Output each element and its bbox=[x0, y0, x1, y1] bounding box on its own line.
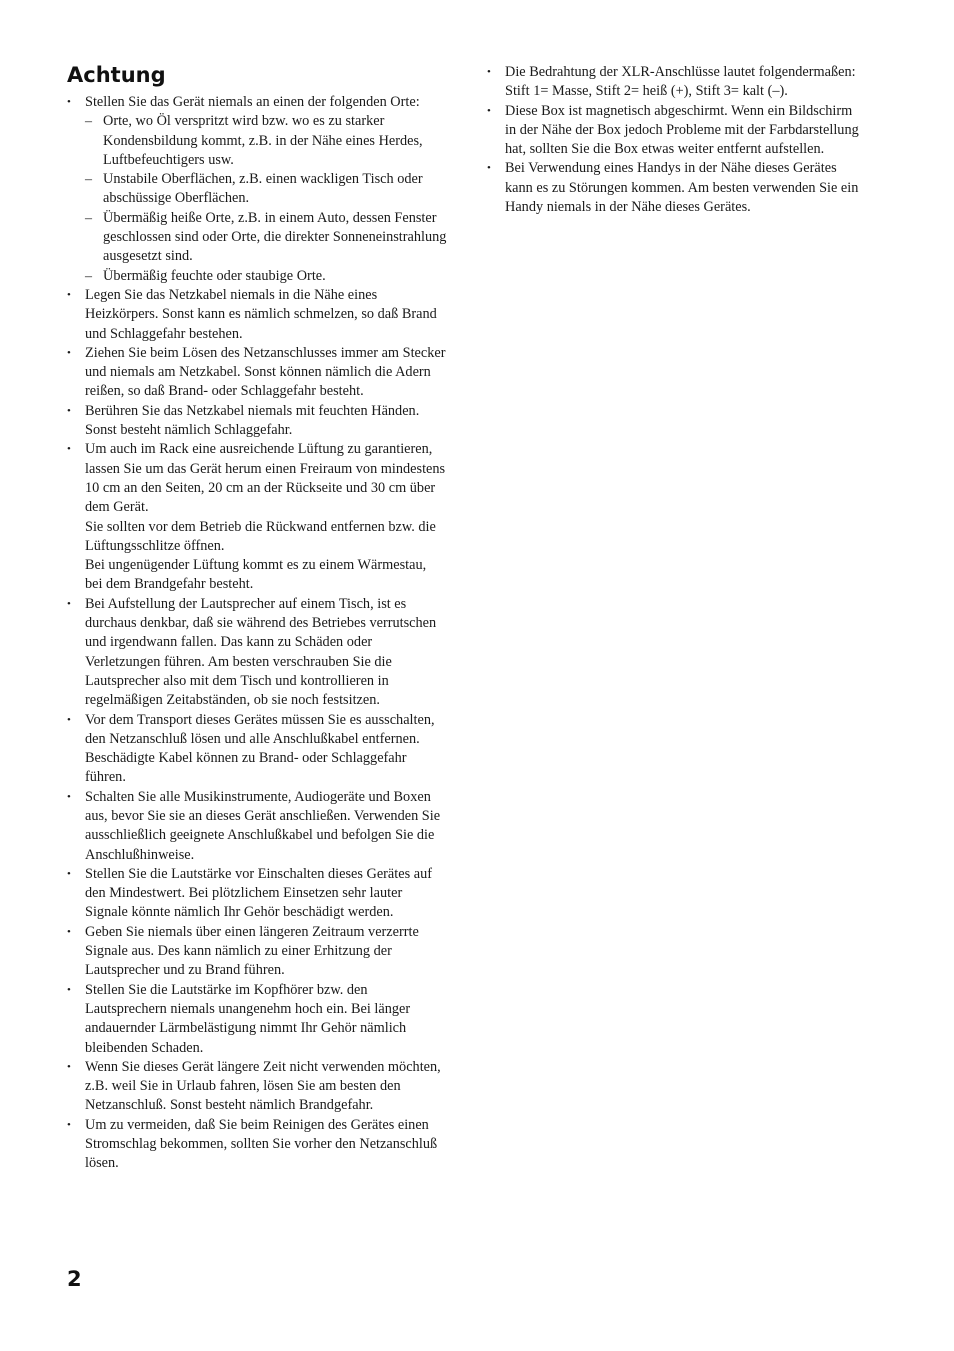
list-item: • Stellen Sie die Lautstärke vor Einschalten dieses Gerätes auf den Mindestwert. Bei plötzlichem Einsetzen sehr lauter Signale könnte nämlich Ihr Gehör beschädigt werden. bbox=[67, 865, 447, 923]
list-item-paragraph: Sie sollten vor dem Betrieb die Rückwand entfernen bzw. die Lüftungsschlitze öffnen. bbox=[85, 518, 436, 554]
list-item: • Legen Sie das Netzkabel niemals in die Nähe eines Heizkörpers. Sonst kann es nämlich schmelzen, so daß Brand und Schlaggefahr bestehen. bbox=[67, 286, 447, 344]
list-item: • Ziehen Sie beim Lösen des Netzanschlusses immer am Stecker und niemals am Netzkabel. Sonst können nämlich die Adern reißen, so daß Brand- oder Schlaggefahr besteht. bbox=[67, 344, 447, 402]
list-item: • Bei Aufstellung der Lautsprecher auf einem Tisch, ist es durchaus denkbar, daß sie während des Betriebes verrutschen und irgendwann fallen. Das kann zu Schäden oder Verletzungen führen. Am besten verschrauben Sie die Lautsprecher also mit dem Tisch und kontrollieren in regelmäßigen Zeitabständen, ob sie noch festsitzen. bbox=[67, 595, 447, 711]
sub-list-item: – Übermäßig feuchte oder staubige Orte. bbox=[85, 267, 447, 286]
list-item: • Wenn Sie dieses Gerät längere Zeit nicht verwenden möchten, z.B. weil Sie in Urlaub fahren, lösen Sie am besten den Netzanschluß. Sonst besteht nämlich Brandgefahr. bbox=[67, 1058, 447, 1116]
left-column-list bbox=[67, 93, 447, 1174]
list-item: • Diese Box ist magnetisch abgeschirmt. Wenn ein Bildschirm in der Nähe der Box jedoch Probleme mit der Farbdarstellung hat, sollten Sie die Box etwas weiter entfernt aufstellen. bbox=[487, 102, 865, 160]
sub-list-item: – Unstabile Oberflächen, z.B. einen wackligen Tisch oder abschüssige Oberflächen. bbox=[85, 170, 447, 209]
list-item bbox=[67, 440, 447, 594]
list-item-paragraph: Bei ungenügender Lüftung kommt es zu einem Wärmestau, bei dem Brandgefahr besteht. bbox=[85, 557, 427, 593]
section-heading: Achtung bbox=[67, 63, 166, 87]
list-item-paragraph: Stift 1= Masse, Stift 2= heiß (+), Stift 3= kalt (–). bbox=[505, 83, 788, 100]
list-item: • Stellen Sie die Lautstärke im Kopfhörer bzw. den Lautsprechern niemals unangenehm hoch ein. Bei länger andauernder Lärmbelästigung nimmt Ihr Gehör nämlich bleibenden Schaden. bbox=[67, 981, 447, 1058]
sub-list-item: – Orte, wo Öl verspritzt wird bzw. wo es zu starker Kondensbildung kommt, z.B. in der Nähe eines Herdes, Luftbefeuchtigers usw. bbox=[85, 112, 447, 170]
list-item: • Vor dem Transport dieses Gerätes müssen Sie es ausschalten, den Netzanschluß lösen und alle Anschlußkabel entfernen. Beschädigte Kabel können zu Brand- oder Schlaggefahr führen. bbox=[67, 711, 447, 788]
list-item bbox=[67, 93, 447, 286]
list-item: • Geben Sie niemals über einen längeren Zeitraum verzerrte Signale aus. Des kann nämlich zu einer Erhitzung der Lautsprecher und zu Brand führen. bbox=[67, 923, 447, 981]
list-item-paragraph: • Die Bedrahtung der XLR-Anschlüsse lautet folgendermaßen: bbox=[505, 64, 856, 80]
list-item: • Berühren Sie das Netzkabel niemals mit feuchten Händen. Sonst besteht nämlich Schlaggefahr. bbox=[67, 402, 447, 441]
list-item: • Schalten Sie alle Musikinstrumente, Audiogeräte und Boxen aus, bevor Sie sie an dieses Gerät anschließen. Verwenden Sie ausschließlich geeignete Anschlußkabel und befolgen Sie die Anschlußhinweise. bbox=[67, 788, 447, 865]
list-item-paragraph: • Um auch im Rack eine ausreichende Lüftung zu garantieren, lassen Sie um das Gerät herum einen Freiraum von mindestens 10 cm an den Seiten, 20 cm an der Rückseite und 30 cm über dem Gerät. bbox=[85, 441, 446, 516]
list-item bbox=[487, 63, 865, 102]
sub-list bbox=[85, 112, 447, 286]
list-item: • Um zu vermeiden, daß Sie beim Reinigen des Gerätes einen Stromschlag bekommen, sollten Sie vorher den Netzanschluß lösen. bbox=[67, 1116, 447, 1174]
list-item-text: • Stellen Sie das Gerät niemals an einen der folgenden Orte: bbox=[85, 94, 420, 110]
right-column-list bbox=[487, 63, 865, 217]
sub-list-item: – Übermäßig heiße Orte, z.B. in einem Auto, dessen Fenster geschlossen sind oder Orte, die direkter Sonneneinstrahlung ausgesetzt sind. bbox=[85, 209, 447, 267]
list-item: • Bei Verwendung eines Handys in der Nähe dieses Gerätes kann es zu Störungen kommen. Am besten verwenden Sie ein Handy niemals in der Nähe dieses Gerätes. bbox=[487, 159, 865, 217]
page-number: 2 bbox=[67, 1267, 82, 1291]
